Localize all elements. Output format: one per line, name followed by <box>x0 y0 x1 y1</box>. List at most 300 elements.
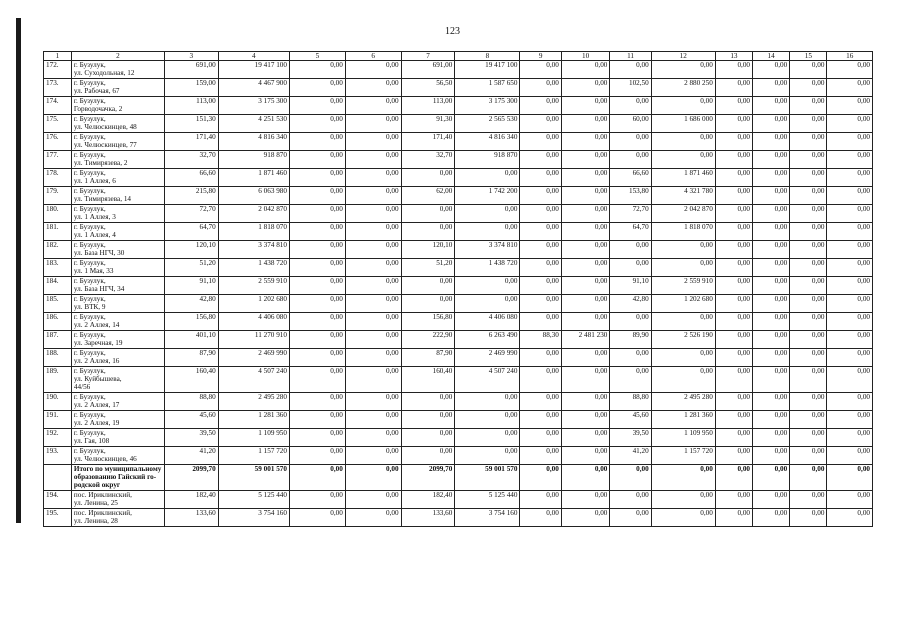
value-cell-c15: 0,00 <box>790 447 827 465</box>
address-cell <box>71 429 164 447</box>
value-cell-c15: 0,00 <box>790 133 827 151</box>
column-header-8: 8 <box>455 52 520 61</box>
value-cell-c5: 0,00 <box>289 277 345 295</box>
value-cell-c6: 0,00 <box>345 79 401 97</box>
value-cell-c13: 0,00 <box>715 133 752 151</box>
address-line: образованию Гайский го- <box>73 473 157 481</box>
value-cell-c9: 0,00 <box>520 169 561 187</box>
address-cell <box>71 367 164 393</box>
address-cell <box>71 151 164 169</box>
value-cell-c15: 0,00 <box>790 169 827 187</box>
value-cell-c16: 0,00 <box>827 187 873 205</box>
value-cell-c5: 0,00 <box>289 367 345 393</box>
value-cell-c6: 0,00 <box>345 97 401 115</box>
value-cell-c14: 0,00 <box>753 115 790 133</box>
address-line: г. Бузулук, <box>73 277 106 285</box>
value-cell-c12: 2 495 280 <box>651 393 715 411</box>
row-number: 185. <box>44 295 72 313</box>
value-cell-c15: 0,00 <box>790 509 827 527</box>
value-cell-c3: 51,20 <box>164 259 218 277</box>
address-line: г. Бузулук, <box>73 223 106 231</box>
value-cell-c7: 51,20 <box>401 259 455 277</box>
value-cell-c15: 0,00 <box>790 393 827 411</box>
value-cell-c4: 918 870 <box>218 151 289 169</box>
value-cell-c16: 0,00 <box>827 151 873 169</box>
value-cell-c8: 3 754 160 <box>455 509 520 527</box>
table-row <box>44 115 873 133</box>
value-cell-c12: 0,00 <box>651 61 715 79</box>
value-cell-c5: 0,00 <box>289 393 345 411</box>
value-cell-c13: 0,00 <box>715 187 752 205</box>
value-cell-c13: 0,00 <box>715 259 752 277</box>
value-cell-c14: 0,00 <box>753 205 790 223</box>
value-cell-c7: 0,00 <box>401 223 455 241</box>
value-cell-c6: 0,00 <box>345 259 401 277</box>
address-line: ул. 2 Аллея, 14 <box>73 321 120 329</box>
address-cell <box>71 447 164 465</box>
total-row <box>44 465 873 491</box>
value-cell-c6: 0,00 <box>345 367 401 393</box>
value-cell-c8: 4 507 240 <box>455 367 520 393</box>
table-row <box>44 331 873 349</box>
address-line: ул. Тимирязева, 14 <box>73 195 132 203</box>
value-cell-c11: 0,00 <box>610 241 651 259</box>
value-cell-c6: 0,00 <box>345 115 401 133</box>
value-cell-c6: 0,00 <box>345 151 401 169</box>
address-line: ул. ВТК, 9 <box>73 303 106 311</box>
value-cell-c10: 0,00 <box>561 277 610 295</box>
value-cell-c16: 0,00 <box>827 79 873 97</box>
value-cell-c3: 42,80 <box>164 295 218 313</box>
value-cell-c3: 401,10 <box>164 331 218 349</box>
value-cell-c8: 3 175 300 <box>455 97 520 115</box>
value-cell-c9: 0,00 <box>520 349 561 367</box>
value-cell-c11: 60,00 <box>610 115 651 133</box>
value-cell-c8: 0,00 <box>455 429 520 447</box>
value-cell-c5: 0,00 <box>289 151 345 169</box>
value-cell-c10: 0,00 <box>561 205 610 223</box>
value-cell-c14: 0,00 <box>753 393 790 411</box>
address-line: г. Бузулук, <box>73 187 106 195</box>
row-number: 180. <box>44 205 72 223</box>
value-cell-c15: 0,00 <box>790 223 827 241</box>
row-number: 178. <box>44 169 72 187</box>
address-line: ул. Суходольная, 12 <box>73 69 135 77</box>
value-cell-c8: 0,00 <box>455 277 520 295</box>
table-row <box>44 429 873 447</box>
value-cell-c14: 0,00 <box>753 295 790 313</box>
value-cell-c6: 0,00 <box>345 331 401 349</box>
value-cell-c7: 0,00 <box>401 277 455 295</box>
value-cell-c16: 0,00 <box>827 509 873 527</box>
table-row <box>44 205 873 223</box>
value-cell-c10: 2 481 230 <box>561 331 610 349</box>
value-cell-c14: 0,00 <box>753 429 790 447</box>
value-cell-c4: 4 507 240 <box>218 367 289 393</box>
value-cell-c10: 0,00 <box>561 223 610 241</box>
table-row <box>44 491 873 509</box>
value-cell-c3: 39,50 <box>164 429 218 447</box>
address-line: г. Бузулук, <box>73 61 106 69</box>
value-cell-c6: 0,00 <box>345 411 401 429</box>
value-cell-c4: 1 202 680 <box>218 295 289 313</box>
row-number: 190. <box>44 393 72 411</box>
value-cell-c10: 0,00 <box>561 169 610 187</box>
value-cell-c7: 87,90 <box>401 349 455 367</box>
value-cell-c10: 0,00 <box>561 349 610 367</box>
row-number: 189. <box>44 367 72 393</box>
value-cell-c12: 4 321 780 <box>651 187 715 205</box>
value-cell-c5: 0,00 <box>289 447 345 465</box>
value-cell-c9: 0,00 <box>520 205 561 223</box>
value-cell-c12: 2 880 250 <box>651 79 715 97</box>
address-line: 44/56 <box>73 383 91 391</box>
value-cell-c9: 0,00 <box>520 429 561 447</box>
value-cell-c14: 0,00 <box>753 223 790 241</box>
value-cell-c6: 0,00 <box>345 447 401 465</box>
value-cell-c5: 0,00 <box>289 465 345 491</box>
value-cell-c11: 45,60 <box>610 411 651 429</box>
value-cell-c5: 0,00 <box>289 241 345 259</box>
value-cell-c4: 1 871 460 <box>218 169 289 187</box>
value-cell-c9: 0,00 <box>520 151 561 169</box>
value-cell-c8: 1 587 650 <box>455 79 520 97</box>
value-cell-c4: 1 281 360 <box>218 411 289 429</box>
address-line: г. Бузулук, <box>73 429 106 437</box>
value-cell-c6: 0,00 <box>345 393 401 411</box>
value-cell-c16: 0,00 <box>827 97 873 115</box>
value-cell-c5: 0,00 <box>289 411 345 429</box>
address-line: г. Бузулук, <box>73 97 106 105</box>
row-number: 186. <box>44 313 72 331</box>
row-number: 184. <box>44 277 72 295</box>
value-cell-c4: 3 374 810 <box>218 241 289 259</box>
value-cell-c14: 0,00 <box>753 169 790 187</box>
value-cell-c4: 5 125 440 <box>218 491 289 509</box>
value-cell-c7: 56,50 <box>401 79 455 97</box>
value-cell-c5: 0,00 <box>289 429 345 447</box>
value-cell-c5: 0,00 <box>289 491 345 509</box>
address-line: г. Бузулук, <box>73 115 106 123</box>
value-cell-c12: 0,00 <box>651 241 715 259</box>
address-line: ул. Челюскинцев, 46 <box>73 455 137 463</box>
value-cell-c5: 0,00 <box>289 187 345 205</box>
value-cell-c11: 91,10 <box>610 277 651 295</box>
address-line: г. Бузулук, <box>73 411 106 419</box>
address-cell <box>71 169 164 187</box>
value-cell-c10: 0,00 <box>561 97 610 115</box>
row-number: 177. <box>44 151 72 169</box>
value-cell-c8: 2 469 990 <box>455 349 520 367</box>
address-line: ул. База НГЧ, 34 <box>73 285 125 293</box>
address-line: ул. Ленина, 25 <box>73 499 118 507</box>
address-cell <box>71 509 164 527</box>
value-cell-c13: 0,00 <box>715 115 752 133</box>
value-cell-c14: 0,00 <box>753 509 790 527</box>
value-cell-c16: 0,00 <box>827 411 873 429</box>
address-line: Итого по муниципальному <box>73 465 162 473</box>
value-cell-c7: 691,00 <box>401 61 455 79</box>
column-header-11: 11 <box>610 52 651 61</box>
value-cell-c6: 0,00 <box>345 313 401 331</box>
table-row <box>44 295 873 313</box>
column-header-9: 9 <box>520 52 561 61</box>
value-cell-c4: 4 467 900 <box>218 79 289 97</box>
scan-edge-bar <box>16 18 21 523</box>
value-cell-c3: 160,40 <box>164 367 218 393</box>
value-cell-c6: 0,00 <box>345 169 401 187</box>
value-cell-c12: 1 202 680 <box>651 295 715 313</box>
value-cell-c15: 0,00 <box>790 429 827 447</box>
value-cell-c11: 0,00 <box>610 465 651 491</box>
value-cell-c10: 0,00 <box>561 187 610 205</box>
value-cell-c13: 0,00 <box>715 205 752 223</box>
value-cell-c15: 0,00 <box>790 97 827 115</box>
address-line: ул. 1 Аллея, 6 <box>73 177 116 185</box>
address-line: пос. Ириклинский, <box>73 491 132 499</box>
table-row <box>44 259 873 277</box>
address-cell <box>71 223 164 241</box>
row-number: 175. <box>44 115 72 133</box>
value-cell-c7: 62,00 <box>401 187 455 205</box>
value-cell-c15: 0,00 <box>790 115 827 133</box>
row-number: 183. <box>44 259 72 277</box>
value-cell-c11: 66,60 <box>610 169 651 187</box>
address-line: г. Бузулук, <box>73 349 106 357</box>
value-cell-c15: 0,00 <box>790 367 827 393</box>
table-row <box>44 61 873 79</box>
value-cell-c13: 0,00 <box>715 61 752 79</box>
table-row <box>44 223 873 241</box>
address-line: ул. Гая, 108 <box>73 437 110 445</box>
value-cell-c3: 87,90 <box>164 349 218 367</box>
address-line: г. Бузулук, <box>73 447 106 455</box>
value-cell-c11: 0,00 <box>610 349 651 367</box>
value-cell-c8: 0,00 <box>455 169 520 187</box>
value-cell-c9: 0,00 <box>520 509 561 527</box>
value-cell-c11: 102,50 <box>610 79 651 97</box>
value-cell-c16: 0,00 <box>827 61 873 79</box>
value-cell-c4: 1 438 720 <box>218 259 289 277</box>
value-cell-c8: 0,00 <box>455 447 520 465</box>
value-cell-c8: 4 406 080 <box>455 313 520 331</box>
value-cell-c9: 0,00 <box>520 259 561 277</box>
value-cell-c5: 0,00 <box>289 349 345 367</box>
row-number: 191. <box>44 411 72 429</box>
value-cell-c6: 0,00 <box>345 509 401 527</box>
value-cell-c11: 0,00 <box>610 151 651 169</box>
value-cell-c3: 2099,70 <box>164 465 218 491</box>
value-cell-c10: 0,00 <box>561 241 610 259</box>
value-cell-c16: 0,00 <box>827 429 873 447</box>
value-cell-c7: 182,40 <box>401 491 455 509</box>
value-cell-c10: 0,00 <box>561 429 610 447</box>
address-line: г. Бузулук, <box>73 133 106 141</box>
value-cell-c9: 0,00 <box>520 277 561 295</box>
value-cell-c15: 0,00 <box>790 277 827 295</box>
value-cell-c6: 0,00 <box>345 241 401 259</box>
value-cell-c4: 4 251 530 <box>218 115 289 133</box>
value-cell-c16: 0,00 <box>827 349 873 367</box>
value-cell-c13: 0,00 <box>715 491 752 509</box>
value-cell-c4: 1 818 070 <box>218 223 289 241</box>
value-cell-c9: 0,00 <box>520 79 561 97</box>
value-cell-c12: 0,00 <box>651 491 715 509</box>
value-cell-c13: 0,00 <box>715 79 752 97</box>
value-cell-c13: 0,00 <box>715 331 752 349</box>
value-cell-c8: 918 870 <box>455 151 520 169</box>
value-cell-c12: 1 109 950 <box>651 429 715 447</box>
value-cell-c7: 120,10 <box>401 241 455 259</box>
value-cell-c13: 0,00 <box>715 447 752 465</box>
value-cell-c15: 0,00 <box>790 241 827 259</box>
value-cell-c11: 0,00 <box>610 509 651 527</box>
value-cell-c5: 0,00 <box>289 509 345 527</box>
value-cell-c14: 0,00 <box>753 79 790 97</box>
value-cell-c13: 0,00 <box>715 241 752 259</box>
address-cell <box>71 313 164 331</box>
value-cell-c11: 39,50 <box>610 429 651 447</box>
value-cell-c10: 0,00 <box>561 465 610 491</box>
address-line: г. Бузулук, <box>73 313 106 321</box>
value-cell-c12: 1 686 000 <box>651 115 715 133</box>
value-cell-c9: 0,00 <box>520 295 561 313</box>
value-cell-c16: 0,00 <box>827 115 873 133</box>
row-number: 174. <box>44 97 72 115</box>
address-line: г. Бузулук, <box>73 331 106 339</box>
address-cell <box>71 411 164 429</box>
value-cell-c3: 45,60 <box>164 411 218 429</box>
value-cell-c9: 0,00 <box>520 61 561 79</box>
value-cell-c12: 1 871 460 <box>651 169 715 187</box>
value-cell-c11: 41,20 <box>610 447 651 465</box>
value-cell-c11: 42,80 <box>610 295 651 313</box>
value-cell-c13: 0,00 <box>715 393 752 411</box>
value-cell-c3: 215,80 <box>164 187 218 205</box>
value-cell-c3: 171,40 <box>164 133 218 151</box>
row-number: 188. <box>44 349 72 367</box>
value-cell-c16: 0,00 <box>827 241 873 259</box>
value-cell-c11: 88,80 <box>610 393 651 411</box>
value-cell-c14: 0,00 <box>753 187 790 205</box>
value-cell-c5: 0,00 <box>289 115 345 133</box>
row-number: 192. <box>44 429 72 447</box>
value-cell-c7: 0,00 <box>401 393 455 411</box>
value-cell-c10: 0,00 <box>561 61 610 79</box>
page-number: 123 <box>445 26 460 37</box>
value-cell-c14: 0,00 <box>753 465 790 491</box>
value-cell-c13: 0,00 <box>715 429 752 447</box>
address-cell <box>71 465 164 491</box>
value-cell-c7: 160,40 <box>401 367 455 393</box>
table-row <box>44 349 873 367</box>
address-cell <box>71 115 164 133</box>
table-row <box>44 367 873 393</box>
value-cell-c6: 0,00 <box>345 187 401 205</box>
value-cell-c12: 1 818 070 <box>651 223 715 241</box>
value-cell-c16: 0,00 <box>827 295 873 313</box>
value-cell-c9: 88,30 <box>520 331 561 349</box>
value-cell-c10: 0,00 <box>561 133 610 151</box>
row-number <box>44 465 72 491</box>
address-line: ул. Заречная, 19 <box>73 339 123 347</box>
value-cell-c10: 0,00 <box>561 367 610 393</box>
value-cell-c14: 0,00 <box>753 277 790 295</box>
address-line: ул. 1 Мая, 33 <box>73 267 114 275</box>
value-cell-c13: 0,00 <box>715 169 752 187</box>
value-cell-c3: 156,80 <box>164 313 218 331</box>
value-cell-c3: 113,00 <box>164 97 218 115</box>
value-cell-c13: 0,00 <box>715 465 752 491</box>
value-cell-c8: 19 417 100 <box>455 61 520 79</box>
value-cell-c7: 0,00 <box>401 447 455 465</box>
table-row <box>44 241 873 259</box>
value-cell-c5: 0,00 <box>289 61 345 79</box>
value-cell-c16: 0,00 <box>827 331 873 349</box>
value-cell-c4: 19 417 100 <box>218 61 289 79</box>
address-line: г. Бузулук, <box>73 205 106 213</box>
column-header-4: 4 <box>218 52 289 61</box>
value-cell-c10: 0,00 <box>561 509 610 527</box>
address-line: ул. 1 Аллея, 3 <box>73 213 116 221</box>
value-cell-c7: 113,00 <box>401 97 455 115</box>
value-cell-c9: 0,00 <box>520 241 561 259</box>
address-line: г. Бузулук, <box>73 151 106 159</box>
table-row <box>44 411 873 429</box>
value-cell-c16: 0,00 <box>827 223 873 241</box>
value-cell-c8: 59 001 570 <box>455 465 520 491</box>
value-cell-c10: 0,00 <box>561 411 610 429</box>
value-cell-c12: 2 042 870 <box>651 205 715 223</box>
value-cell-c6: 0,00 <box>345 429 401 447</box>
value-cell-c7: 222,90 <box>401 331 455 349</box>
table-row <box>44 79 873 97</box>
value-cell-c8: 0,00 <box>455 223 520 241</box>
value-cell-c7: 32,70 <box>401 151 455 169</box>
value-cell-c7: 171,40 <box>401 133 455 151</box>
address-line: ул. Рабочая, 67 <box>73 87 120 95</box>
value-cell-c8: 5 125 440 <box>455 491 520 509</box>
address-line: г. Бузулук, <box>73 169 106 177</box>
value-cell-c8: 4 816 340 <box>455 133 520 151</box>
value-cell-c9: 0,00 <box>520 411 561 429</box>
value-cell-c16: 0,00 <box>827 313 873 331</box>
value-cell-c7: 91,30 <box>401 115 455 133</box>
value-cell-c13: 0,00 <box>715 313 752 331</box>
value-cell-c7: 2099,70 <box>401 465 455 491</box>
column-header-5: 5 <box>289 52 345 61</box>
value-cell-c16: 0,00 <box>827 447 873 465</box>
value-cell-c12: 0,00 <box>651 259 715 277</box>
table-row <box>44 133 873 151</box>
value-cell-c6: 0,00 <box>345 349 401 367</box>
value-cell-c14: 0,00 <box>753 61 790 79</box>
value-cell-c9: 0,00 <box>520 393 561 411</box>
value-cell-c6: 0,00 <box>345 205 401 223</box>
value-cell-c4: 2 495 280 <box>218 393 289 411</box>
address-line: г. Бузулук, <box>73 79 106 87</box>
value-cell-c9: 0,00 <box>520 367 561 393</box>
address-cell <box>71 393 164 411</box>
value-cell-c4: 2 469 990 <box>218 349 289 367</box>
value-cell-c3: 64,70 <box>164 223 218 241</box>
value-cell-c4: 2 042 870 <box>218 205 289 223</box>
column-header-14: 14 <box>753 52 790 61</box>
value-cell-c11: 0,00 <box>610 491 651 509</box>
value-cell-c10: 0,00 <box>561 393 610 411</box>
value-cell-c5: 0,00 <box>289 205 345 223</box>
value-cell-c14: 0,00 <box>753 133 790 151</box>
